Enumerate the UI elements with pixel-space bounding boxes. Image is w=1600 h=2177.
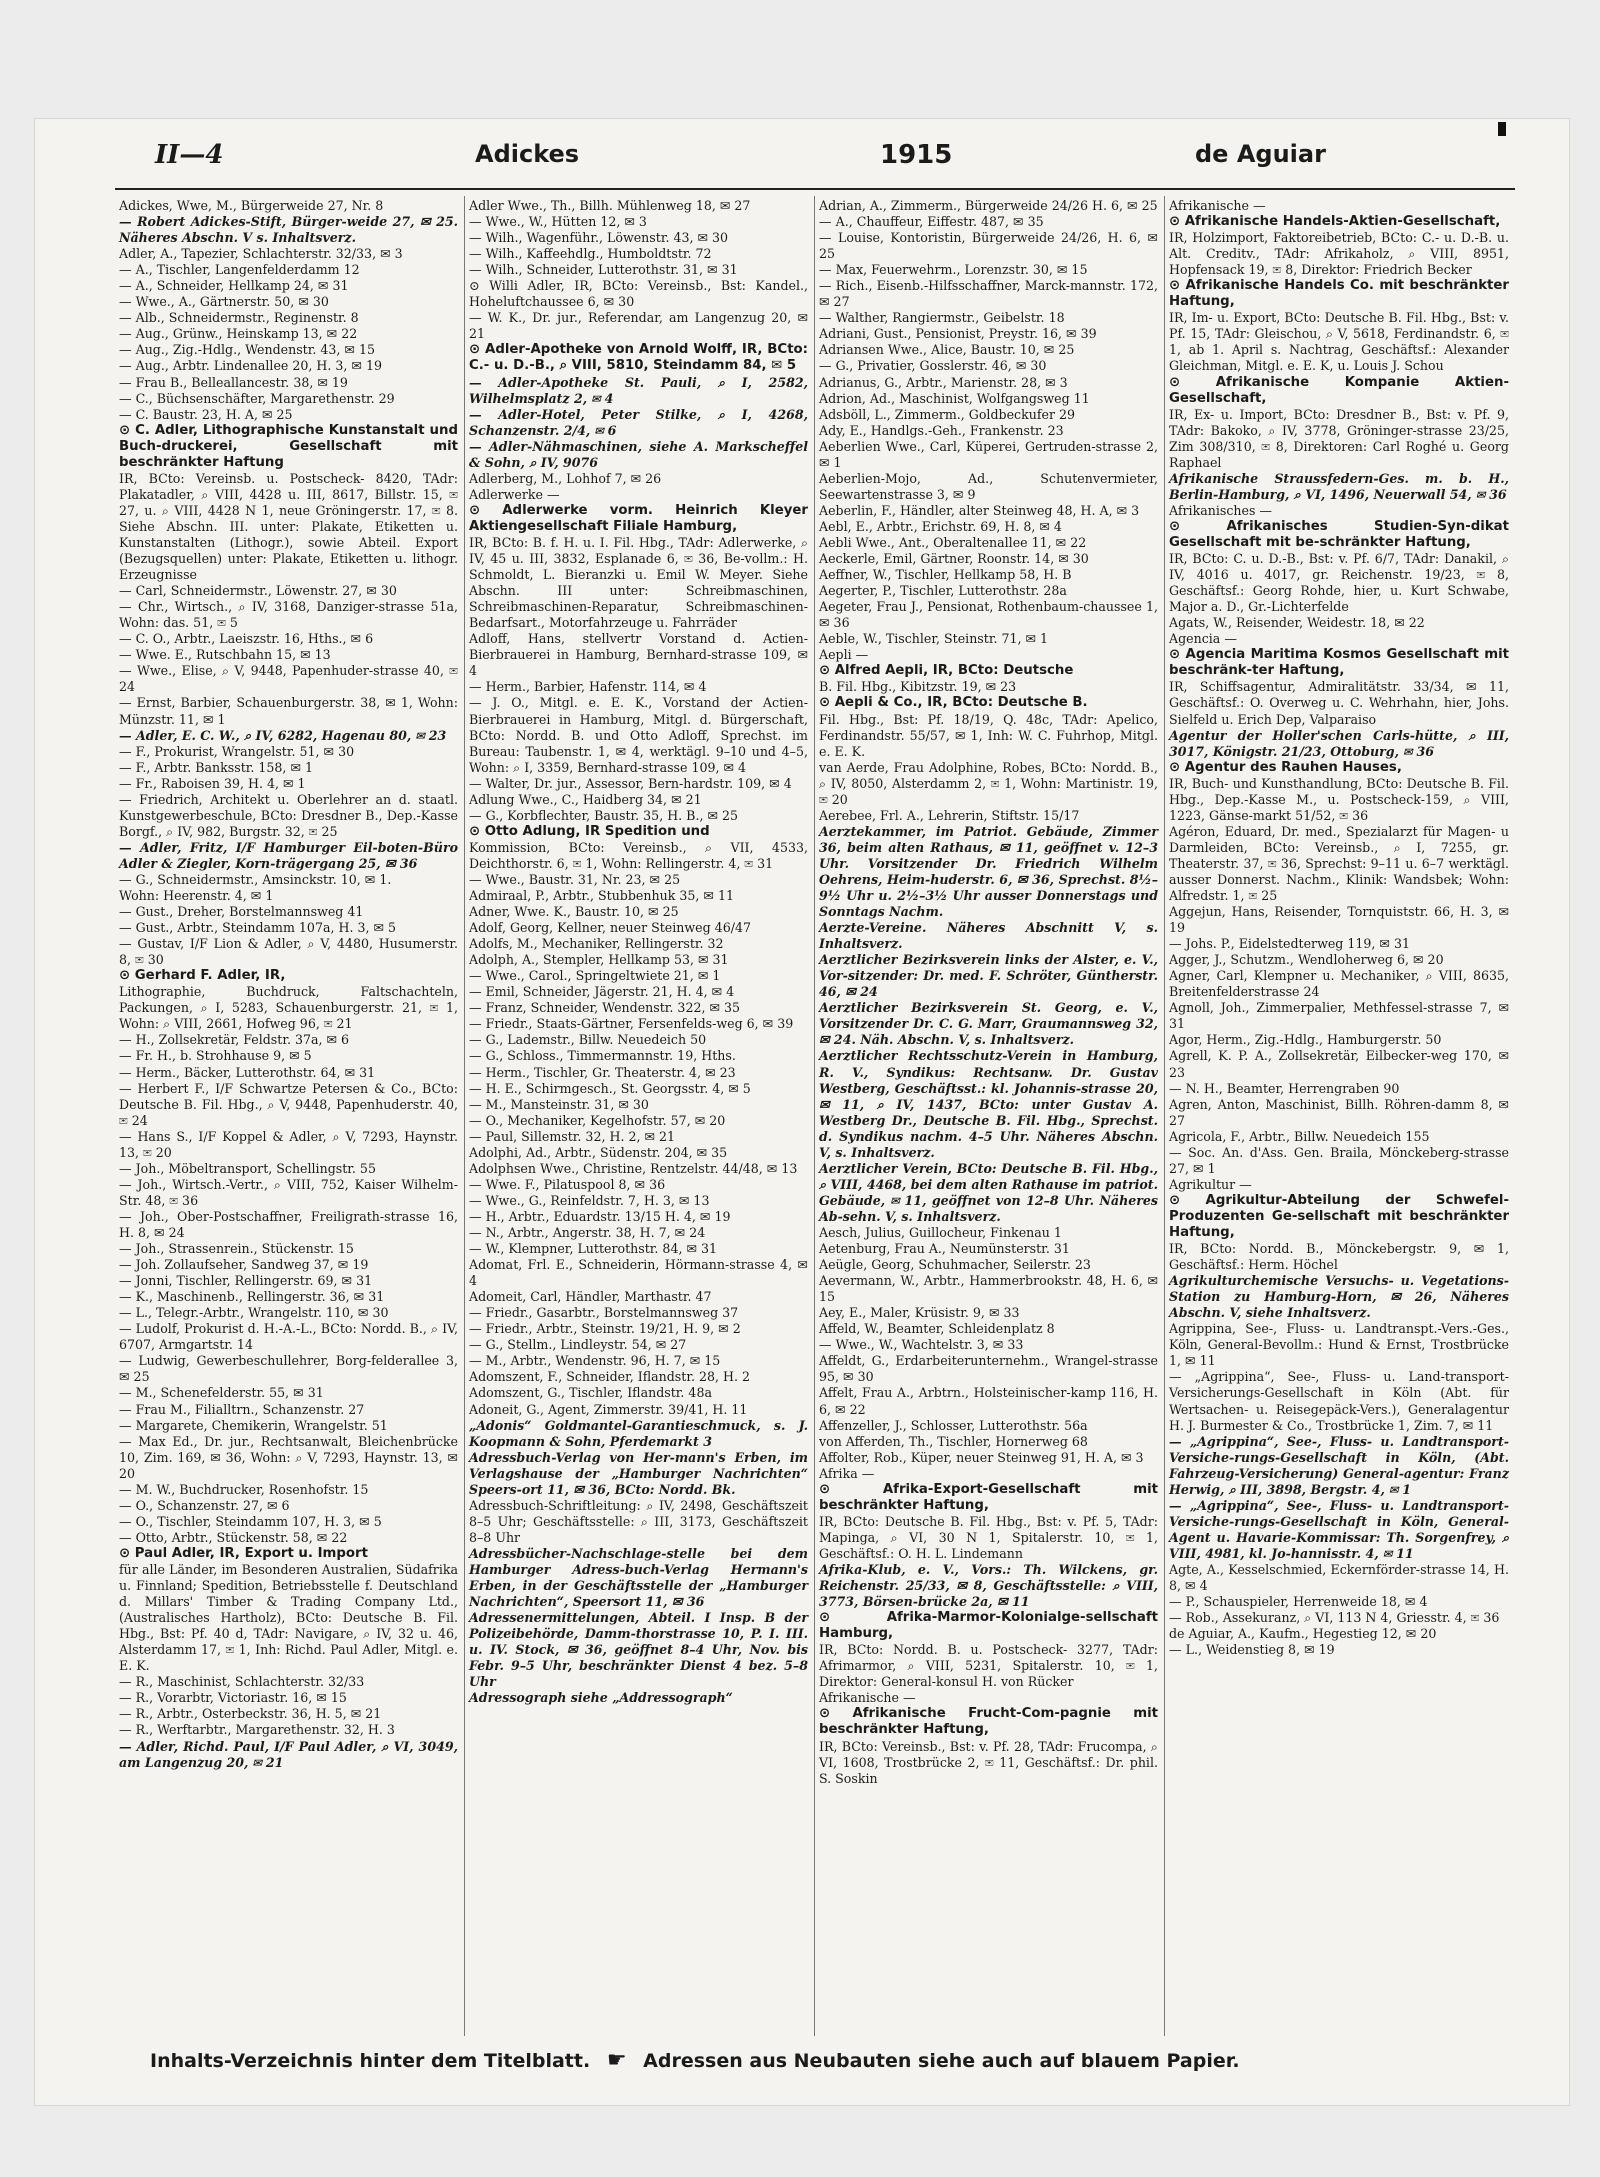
directory-entry: IR, BCto: Nordd. B. u. Postscheck- 3277, TAdr: Afrimarmor, ⌕ VIII, 5231, Spitalerstr. 10, ✉ 1, Direktor: General-konsul H. von Rücker (819, 1642, 1158, 1690)
directory-entry: — L., Telegr.-Arbtr., Wrangelstr. 110, ✉ 30 (119, 1305, 389, 1321)
year-heading: 1915 (880, 140, 953, 170)
directory-entry: — Wwe., A., Gärtnerstr. 50, ✉ 30 (119, 294, 329, 310)
directory-entry: ⊙ Afrika-Marmor-Kolonialge-sellschaft Hamburg, (819, 1610, 1158, 1642)
directory-entry: — Joh., Möbeltransport, Schellingstr. 55 (119, 1160, 376, 1176)
directory-entry: ⊙ Agencia Maritima Kosmos Gesellschaft mit beschränk-ter Haftung, (1169, 647, 1509, 679)
directory-entry: — Wwe., Baustr. 31, Nr. 23, ✉ 25 (469, 871, 681, 887)
directory-entry: — Adler-Hotel, Peter Stilke, ⌕ I, 4268, Schanzenstr. 2/4, ✉ 6 (469, 406, 808, 438)
directory-entry: — H. E., Schirmgesch., St. Georgsstr. 4, ✉ 5 (469, 1080, 751, 1096)
directory-entry: Aeberlin, F., Händler, alter Steinweg 48, H. A, ✉ 3 (819, 502, 1140, 518)
directory-entry: — Hans S., I/F Koppel & Adler, ⌕ V, 7293, Haynstr. 13, ✉ 20 (119, 1128, 458, 1160)
directory-entry: Aesch, Julius, Guillocheur, Finkenau 1 (819, 1225, 1062, 1240)
directory-entry: Adsböll, L., Zimmerm., Goldbeckufer 29 (819, 406, 1075, 422)
directory-entry: — H., Zollsekretär, Feldstr. 37a, ✉ 6 (119, 1032, 350, 1048)
directory-entry: Agte, A., Kesselschmied, Eckernförder-strasse 14, H. 8, ✉ 4 (1169, 1561, 1509, 1594)
directory-entry: — Friedr., Staats-Gärtner, Fersenfelds-weg 6, ✉ 39 (469, 1016, 794, 1032)
directory-entry: Adolphsen Wwe., Christine, Rentzelstr. 44/48, ✉ 13 (469, 1160, 798, 1176)
directory-entry: ⊙ Adler-Apotheke von Arnold Wolff, IR, BCto: C.- u. D.-B., ⌕ VIII, 5810, Steindamm 84, ✉ 5 (469, 342, 808, 374)
directory-entry: — Friedrich, Architekt u. Oberlehrer an d. staatl. Kunstgewerbeschule, BCto: Dresdner B., Dep.-Kasse Borgf., ⌕ IV, 982, Burgstr. 32, ✉ 25 (119, 791, 458, 839)
directory-entry: IR, BCto: Vereinsb. u. Postscheck- 8420, TAdr: Plakatadler, ⌕ VIII, 4428 u. III, 8617, Billstr. 15, ✉ 27, u. ⌕ VIII, 4428 N 1, neue Gröningerstr. 17, ✉ 8. Siehe Abschn. III. unter: Plakate, Etiketten u. Kunstanstalten (Lithogr.), sowie Abteil. Export (Bezugsquellen) unter: Plakate, Etiketten u. lithogr. Erzeugnisse (119, 470, 458, 583)
directory-entry: — Ludolf, Prokurist d. H.-A.-L., BCto: Nordd. B., ⌕ IV, 6707, Armgartstr. 14 (119, 1321, 458, 1353)
directory-entry: — Wilh., Wagenführ., Löwenstr. 43, ✉ 30 (469, 230, 729, 246)
directory-entry: Fil. Hbg., Bst: Pf. 18/19, Q. 48c, TAdr: Apelico, Ferdinandstr. 55/57, ✉ 1, Inh: W. C. Fuhrhop, Mitgl. e. E. K. (819, 711, 1158, 759)
right-running-head: de Aguiar (1195, 140, 1326, 168)
directory-entry: Affolter, Rob., Küper, neuer Steinweg 91, H. A, ✉ 3 (819, 1449, 1144, 1465)
directory-entry: Aegeter, Frau J., Pensionat, Rothenbaum-chaussee 1, ✉ 36 (819, 599, 1158, 631)
directory-entry: Adoneit, G., Agent, Zimmerstr. 39/41, H. 11 (469, 1401, 748, 1417)
directory-entry: ⊙ C. Adler, Lithographische Kunstanstalt und Buch-druckerei, Gesellschaft mit beschränkter Haftung (119, 422, 458, 470)
directory-entry: — Adler, Richd. Paul, I/F Paul Adler, ⌕ VI, 3049, am Langenzug 20, ✉ 21 (119, 1738, 458, 1770)
directory-entry: — Paul, Sillemstr. 32, H. 2, ✉ 21 (469, 1128, 676, 1144)
directory-entry: Lithographie, Buchdruck, Faltschachteln, Packungen, ⌕ I, 5283, Schauenburgerstr. 21, ✉ 1, Wohn: ⌕ VIII, 2661, Hofweg 96, ✉ 21 (119, 984, 458, 1032)
column-1 (115, 196, 465, 2036)
directory-entry: Affeldt, G., Erdarbeiterunternehm., Wrangel-strasse 95, ✉ 30 (819, 1353, 1158, 1385)
directory-entry: — Wilh., Schneider, Lutterothstr. 31, ✉ 31 (469, 262, 738, 278)
directory-entry: Admiraal, P., Arbtr., Stubbenhuk 35, ✉ 11 (469, 888, 734, 904)
directory-entry: Aeberlien-Mojo, Ad., Schutenvermieter, Seewartenstrasse 3, ✉ 9 (819, 470, 1158, 502)
directory-entry: — Wilh., Kaffeehdlg., Humboldtstr. 72 (469, 246, 712, 262)
directory-entry: Afrikanische — (819, 1690, 916, 1706)
directory-entry: Aegerter, P., Tischler, Lutterothstr. 28a (819, 583, 1067, 599)
directory-entry: Aerztlicher Rechtsschutz-Verein in Hamburg, R. V., Syndikus: Rechtsanw. Dr. Gustav Westberg, Geschäftsst.: kl. Johannis-strasse 20, ✉ 11, ⌕ IV, 1437, BCto: unter Gustav A. Westberg Dr., Deutsche B. Fil. Hbg., Sprechst. d. Syndikus nachm. 4–5 Uhr. Näheres Abschn. V, s. Inhaltsverz. (819, 1048, 1158, 1160)
directory-entry: — Emil, Schneider, Jägerstr. 21, H. 4, ✉ 4 (469, 984, 735, 1000)
directory-entry: Adrion, Ad., Maschinist, Wolfgangsweg 11 (819, 390, 1090, 406)
directory-entry: — Alb., Schneidermstr., Reginenstr. 8 (119, 310, 359, 326)
directory-entry: IR, BCto: Nordd. B., Mönckebergstr. 9, ✉ 1, Geschäftsf.: Herm. Höchel (1169, 1241, 1509, 1273)
directory-entry: Agnoll, Joh., Zimmerpalier, Methfessel-strasse 7, ✉ 31 (1169, 1000, 1509, 1032)
directory-entry: — H., Arbtr., Eduardstr. 13/15 H. 4, ✉ 19 (469, 1208, 731, 1224)
directory-entry: de Aguiar, A., Kaufm., Hegestieg 12, ✉ 20 (1169, 1626, 1437, 1642)
directory-entry: von Afferden, Th., Tischler, Hornerweg 68 (819, 1433, 1088, 1449)
directory-entry: — G., Schloss., Timmermannstr. 19, Hths. (469, 1048, 736, 1064)
directory-entry: — M. W., Buchdrucker, Rosenhofstr. 15 (119, 1481, 369, 1497)
directory-entry: Afrikanische Straussfedern-Ges. m. b. H., Berlin-Hamburg, ⌕ VI, 1496, Neuerwall 54, ✉ 36 (1169, 470, 1509, 502)
directory-entry: IR, Buch- und Kunsthandlung, BCto: Deutsche B. Fil. Hbg., Dep.-Kasse M., u. Postscheck-159, ⌕ VIII, 1223, Gänse-markt 51/52, ✉ 36 (1169, 775, 1509, 823)
directory-entry: Adlerwerke — (469, 486, 560, 502)
directory-entry: Aeügle, Georg, Schuhmacher, Seilerstr. 23 (819, 1257, 1091, 1273)
directory-entry: Adriani, Gust., Pensionist, Preystr. 16, ✉ 39 (819, 326, 1097, 342)
directory-entry: Adrianus, G., Arbtr., Marienstr. 28, ✉ 3 (819, 374, 1068, 390)
directory-entry: — Otto, Arbtr., Stückenstr. 58, ✉ 22 (119, 1529, 348, 1545)
directory-entry: IR, BCto: B. f. H. u. I. Fil. Hbg., TAdr: Adlerwerke, ⌕ IV, 45 u. III, 3832, Esplanade 6, ✉ 36, Be-vollm.: H. Schmoldt, L. Bieranzki u. Emil W. Meyer. Siehe Abschn. III unter: Schreibmaschinen, Schreibmaschinen-Reparatur, Schreibmaschinen-Bedarfsart., Motorfahrzeuge u. Fahrräder (469, 534, 808, 631)
directory-entry: — Gust., Dreher, Borstelmannsweg 41 (119, 904, 364, 920)
directory-entry: Aerztlicher Bezirksverein St. Georg, e. V., Vorsitzender Dr. C. G. Marr, Graumannsweg 32, ✉ 24. Näh. Abschn. V, s. Inhaltsverz. (819, 1000, 1158, 1048)
directory-entry: — G., Privatier, Gosslerstr. 46, ✉ 30 (819, 358, 1047, 374)
footer-right-note: Adressen aus Neubauten siehe auch auf blauem Papier. (643, 2050, 1240, 2072)
directory-entry: Agren, Anton, Maschinist, Billh. Röhren-damm 8, ✉ 27 (1169, 1096, 1509, 1128)
scan-corner-mark (1498, 122, 1506, 136)
directory-entry: — Chr., Wirtsch., ⌕ IV, 3168, Danziger-strasse 51a, Wohn: das. 51, ✉ 5 (119, 599, 458, 631)
directory-entry: Afrikanisches — (1169, 502, 1273, 518)
directory-entry: — Adler-Nähmaschinen, siehe A. Markscheffel & Sohn, ⌕ IV, 9076 (469, 438, 808, 470)
directory-entry: — G., Korbflechter, Baustr. 35, H. B., ✉ 25 (469, 807, 739, 823)
directory-entry: — C. Baustr. 23, H. A, ✉ 25 (119, 406, 293, 422)
directory-entry: — Herm., Bäcker, Lutterothstr. 64, ✉ 31 (119, 1064, 376, 1080)
directory-entry: — Gust., Arbtr., Steindamm 107a, H. 3, ✉ 5 (119, 920, 397, 936)
directory-entry: — C. O., Arbtr., Laeiszstr. 16, Hths., ✉ 6 (119, 631, 374, 647)
directory-entry: — Herbert F., I/F Schwartze Petersen & Co., BCto: Deutsche B. Fil. Hbg., ⌕ V, 9448, Papenhuderstr. 40, ✉ 24 (119, 1080, 458, 1128)
directory-entry: ⊙ Otto Adlung, IR Spedition und (469, 823, 710, 839)
directory-entry: Aerebee, Frl. A., Lehrerin, Stiftstr. 15/17 (819, 807, 1080, 823)
directory-entry: ⊙ Adlerwerke vorm. Heinrich Kleyer Aktiengesellschaft Filiale Hamburg, (469, 502, 808, 534)
directory-entry: — O., Schanzenstr. 27, ✉ 6 (119, 1497, 290, 1513)
directory-entry: — Aug., Grünw., Heinskamp 13, ✉ 22 (119, 326, 358, 342)
column-4 (1165, 196, 1515, 2036)
directory-entry: Aggejun, Hans, Reisender, Tornquiststr. 66, H. 3, ✉ 19 (1169, 904, 1509, 936)
directory-entry: — G., Stellm., Lindleystr. 54, ✉ 27 (469, 1337, 687, 1353)
directory-entry: ⊙ Afrikanisches Studien-Syn-dikat Gesellschaft mit be-schränkter Haftung, (1169, 518, 1509, 550)
directory-entry: Adressenermittelungen, Abteil. I Insp. B der Polizeibehörde, Damm-thorstrasse 10, P. I. III. u. IV. Stock, ✉ 36, geöffnet 8–4 Uhr, Nov. bis Febr. 9–5 Uhr, beschränkter Dienst 4 bez. 5–8 Uhr (469, 1610, 808, 1690)
directory-entry: Afrikanische — (1169, 198, 1266, 213)
directory-entry: — F., Prokurist, Wrangelstr. 51, ✉ 30 (119, 743, 355, 759)
directory-entry: ⊙ Afrikanische Frucht-Com-pagnie mit beschränkter Haftung, (819, 1706, 1158, 1738)
directory-entry: ⊙ Agentur des Rauhen Hauses, (1169, 759, 1402, 775)
directory-entry: — Wwe., Carol., Springeltwiete 21, ✉ 1 (469, 968, 721, 984)
directory-entry: ⊙ Willi Adler, IR, BCto: Vereinsb., Bst: Kandel., Hoheluftchaussee 6, ✉ 30 (469, 278, 808, 310)
header-rule (115, 188, 1515, 190)
directory-entry: Agner, Carl, Klempner u. Mechaniker, ⌕ VIII, 8635, Breitenfelderstrasse 24 (1169, 968, 1509, 1000)
directory-entry: Adomat, Frl. E., Schneiderin, Hörmann-strasse 4, ✉ 4 (469, 1257, 808, 1289)
directory-entry: — O., Tischler, Steindamm 107, H. 3, ✉ 5 (119, 1513, 382, 1529)
directory-entry: — Joh., Wirtsch.-Vertr., ⌕ VIII, 752, Kaiser Wilhelm-Str. 48, ✉ 36 (119, 1176, 458, 1208)
directory-entry: — G., Schneidermstr., Amsinckstr. 10, ✉ 1. (119, 871, 392, 887)
column-2 (465, 196, 815, 2036)
directory-entry: — Herm., Barbier, Hafenstr. 114, ✉ 4 (469, 679, 707, 695)
directory-entry: — W. K., Dr. jur., Referendar, am Langenzug 20, ✉ 21 (469, 310, 808, 342)
directory-entry: ⊙ Paul Adler, IR, Export u. Import (119, 1545, 368, 1561)
directory-entry: — M., Schenefelderstr. 55, ✉ 31 (119, 1385, 324, 1401)
directory-entry: — Robert Adickes-Stift, Bürger-weide 27, ✉ 25. Näheres Abschn. V s. Inhaltsverz. (119, 214, 458, 246)
directory-entry: Agrikulturchemische Versuchs- u. Vegetations-Station zu Hamburg-Horn, ✉ 26, Näheres Abschn. V, siehe Inhaltsverz. (1169, 1273, 1509, 1321)
directory-entry: Affelt, Frau A., Arbtrn., Holsteinischer-kamp 116, H. 6, ✉ 22 (819, 1385, 1158, 1417)
page-number: II—4 (155, 140, 224, 170)
directory-entry: Adrian, A., Zimmerm., Bürgerweide 24/26 H. 6, ✉ 25 (819, 198, 1158, 213)
directory-entry: — A., Tischler, Langenfelderdamm 12 (119, 262, 360, 278)
directory-entry: — Max, Feuerwehrm., Lorenzstr. 30, ✉ 15 (819, 262, 1088, 278)
directory-entry: Adler, A., Tapezier, Schlachterstr. 32/33, ✉ 3 (119, 246, 403, 262)
directory-entry: — „Agrippina“, See-, Fluss- u. Land-transport-Versicherungs-Gesellschaft in Köln (Abt. für Wertsachen- u. Reisegepäck-Vers.), Generalagentur H. J. Burmester & Co., Trostbrücke 1, Zim. 7, ✉ 11 (1169, 1369, 1509, 1433)
directory-entry: Aerztekammer, im Patriot. Gebäude, Zimmer 36, beim alten Rathaus, ✉ 11, geöffnet v. 12–3 Uhr. Vorsitzender Dr. Friedrich Wilhelm Oehrens, Heim-huderstr. 6, ✉ 36, Sprechst. 8½–9½ Uhr u. 2½–3½ Uhr ausser Donnerstags und Sonntags Nachm. (819, 823, 1158, 920)
column-3 (815, 196, 1165, 2036)
directory-entry: Aey, E., Maler, Krüsistr. 9, ✉ 33 (819, 1305, 1020, 1321)
directory-entry: — Herm., Tischler, Gr. Theaterstr. 4, ✉ 23 (469, 1064, 736, 1080)
directory-entry: — Franz, Schneider, Wendenstr. 322, ✉ 35 (469, 1000, 741, 1016)
directory-entry: Agentur der Holler'schen Carls-hütte, ⌕ III, 3017, Königstr. 21/23, Ottoburg, ✉ 36 (1169, 727, 1509, 759)
directory-entry: — Margarete, Chemikerin, Wrangelstr. 51 (119, 1417, 388, 1433)
directory-entry: — A., Chauffeur, Eiffestr. 487, ✉ 35 (819, 214, 1044, 230)
directory-entry: Adler Wwe., Th., Billh. Mühlenweg 18, ✉ 27 (469, 198, 751, 213)
directory-entry: — K., Maschinenb., Rellingerstr. 36, ✉ 31 (119, 1289, 385, 1305)
directory-entry: — J. O., Mitgl. e. E. K., Vorstand der Actien-Bierbrauerei in Hamburg, Mitgl. d. Bürgerschaft, BCto: Nordd. B. und Otto Adloff, Sprechst. im Bureau: Taubenstr. 1, ✉ 4, werktägl. 9–10 und 4–5, Wohn: ⌕ I, 3359, Bernhard-strasse 109, ✉ 4 (469, 695, 808, 775)
directory-entry: — Fr., Raboisen 39, H. 4, ✉ 1 (119, 775, 306, 791)
directory-entry: — R., Maschinist, Schlachterstr. 32/33 (119, 1674, 365, 1690)
directory-entry: Adolf, Georg, Kellner, neuer Steinweg 46/47 (469, 920, 751, 936)
directory-entry: Aebl, E., Arbtr., Erichstr. 69, H. 8, ✉ 4 (819, 518, 1062, 534)
directory-entry: Aerzte-Vereine. Näheres Abschnitt V, s. Inhaltsverz. (819, 920, 1158, 952)
directory-entry: ⊙ Afrikanische Handels-Aktien-Gesellschaft, (1169, 214, 1501, 230)
directory-entry: IR, Ex- u. Import, BCto: Dresdner B., Bst: v. Pf. 9, TAdr: Bakoko, ⌕ IV, 3778, Gröninger-strasse 23/25, Zim 308/310, ✉ 8, Direktoren: Carl Roghé u. Georg Raphael (1169, 406, 1509, 470)
directory-entry: Adriansen Wwe., Alice, Baustr. 10, ✉ 25 (819, 342, 1075, 358)
directory-entry: — Soc. An. d'Ass. Gen. Braila, Mönckeberg-strasse 27, ✉ 1 (1169, 1144, 1509, 1176)
directory-entry: ⊙ Agrikultur-Abteilung der Schwefel-Produzenten Ge-sellschaft mit beschränkter Haftung, (1169, 1192, 1509, 1240)
directory-entry: — Rob., Assekuranz, ⌕ VI, 113 N 4, Griesstr. 4, ✉ 36 (1169, 1610, 1500, 1626)
directory-entry: — R., Vorarbtr, Victoriastr. 16, ✉ 15 (119, 1690, 347, 1706)
directory-entry: ⊙ Afrikanische Handels Co. mit beschränkter Haftung, (1169, 278, 1509, 310)
directory-entry: IR, BCto: Deutsche B. Fil. Hbg., Bst: v. Pf. 5, TAdr: Mapinga, ⌕ VI, 30 N 1, Spitalerstr. 10, ✉ 1, Geschäftsf.: O. H. L. Lindemann (819, 1513, 1158, 1561)
directory-entry: — Wwe. E., Rutschbahn 15, ✉ 13 (119, 647, 331, 663)
directory-entry: Kommission, BCto: Vereinsb., ⌕ VII, 4533, Deichthorstr. 6, ✉ 1, Wohn: Rellingerstr. 4, ✉ 31 (469, 839, 808, 871)
directory-entry: Aerztlicher Verein, BCto: Deutsche B. Fil. Hbg., ⌕ VIII, 4468, bei dem alten Rathause im patriot. Gebäude, ✉ 11, geöffnet von 12–8 Uhr. Näheres Ab-sehn. V, s. Inhaltsverz. (819, 1160, 1158, 1224)
left-running-head: Adickes (475, 140, 580, 168)
directory-entry: Aeckerle, Emil, Gärtner, Roonstr. 14, ✉ 30 (819, 551, 1089, 567)
directory-entry: Adressbücher-Nachschlage-stelle bei dem Hamburger Adress-buch-Verlag Hermann's Erben, in der Geschäftsstelle der „Hamburger Nachrichten“, Speersort 11, ✉ 36 (469, 1545, 808, 1610)
directory-entry: ⊙ Afrikanische Kompanie Aktien-Gesellschaft, (1169, 374, 1509, 406)
directory-entry: — „Agrippina“, See-, Fluss- u. Landtransport-Versiche-rungs-Gesellschaft in Köln, General-Agent u. Havarie-Kommissar: Th. Sorgenfrey, ⌕ VIII, 4981, kl. Jo-hannisstr. 4, ✉ 11 (1169, 1497, 1509, 1561)
directory-entry: — N. H., Beamter, Herrengraben 90 (1169, 1080, 1400, 1096)
directory-entry: Adlerberg, M., Lohhof 7, ✉ 26 (469, 470, 662, 486)
directory-entry: — P., Schauspieler, Herrenweide 18, ✉ 4 (1169, 1594, 1428, 1610)
page-footer (150, 2048, 1550, 2078)
directory-entry: IR, BCto: C. u. D.-B., Bst: v. Pf. 6/7, TAdr: Danakil, ⌕ IV, 4016 u. 4017, gr. Reichenstr. 19/23, ✉ 8, Geschäftsf.: Georg Rohde, hier, u. Kurt Schwabe, Major a. D., Gr.-Lichterfelde (1169, 551, 1509, 615)
directory-entry: Aeberlien Wwe., Carl, Küperei, Gertruden-strasse 2, ✉ 1 (819, 438, 1158, 470)
directory-entry: ⊙ Gerhard F. Adler, IR, (119, 968, 286, 984)
directory-entry: — Wwe., W., Wachtelstr. 3, ✉ 33 (819, 1337, 1024, 1353)
directory-entry: — Ernst, Barbier, Schauenburgerstr. 38, ✉ 1, Wohn: Münzstr. 11, ✉ 1 (119, 695, 458, 727)
directory-entry: IR, Schiffsagentur, Admiralitätstr. 33/34, ✉ 11, Geschäftsf.: O. Overweg u. C. Wehrhahn, hier, Johs. Sielfeld u. Erich Dep, Valparaiso (1169, 679, 1509, 727)
directory-entry: — Joh., Strassenrein., Stückenstr. 15 (119, 1241, 354, 1257)
directory-entry: Adressograph siehe „Addressograph“ (469, 1690, 733, 1706)
directory-entry: — Jonni, Tischler, Rellingerstr. 69, ✉ 31 (119, 1273, 373, 1289)
directory-entry: — N., Arbtr., Angerstr. 38, H. 7, ✉ 24 (469, 1225, 706, 1240)
directory-entry: Wohn: Heerenstr. 4, ✉ 1 (119, 888, 274, 904)
directory-entry: Adolfs, M., Mechaniker, Rellingerstr. 32 (469, 936, 724, 952)
directory-entry: — „Agrippina“, See-, Fluss- u. Landtransport-Versiche-rungs-Gesellschaft in Köln, (Abt. Fahrzeug-Versicherung) General-agentur: Franz Herwig, ⌕ III, 3898, Bergstr. 4, ✉ 1 (1169, 1433, 1509, 1497)
directory-entry: IR, Holzimport, Faktoreibetrieb, BCto: C.- u. D.-B. u. Alt. Creditv., TAdr: Afrikaholz, ⌕ VIII, 8951, Hopfensack 19, ✉ 8, Direktor: Friedrich Becker (1169, 230, 1509, 278)
directory-entry: — Frau M., Filialltrn., Schanzenstr. 27 (119, 1401, 365, 1417)
directory-entry: Adomszent, F., Schneider, Iflandstr. 28, H. 2 (469, 1369, 750, 1385)
directory-entry: Affeld, W., Beamter, Schleidenplatz 8 (819, 1321, 1055, 1337)
directory-entry: — Walther, Rangiermstr., Geibelstr. 18 (819, 310, 1065, 326)
directory-entry: — Friedr., Gasarbtr., Borstelmannsweg 37 (469, 1305, 739, 1321)
directory-entry: Aebli Wwe., Ant., Oberaltenallee 11, ✉ 22 (819, 534, 1087, 550)
directory-entry: — C., Büchsenschäfter, Margarethenstr. 29 (119, 390, 395, 406)
directory-entry: Aeble, W., Tischler, Steinstr. 71, ✉ 1 (819, 631, 1049, 647)
directory-entry: Agor, Herm., Zig.-Hdlg., Hamburgerstr. 50 (1169, 1032, 1442, 1048)
directory-entry: IR, BCto: Vereinsb., Bst: v. Pf. 28, TAdr: Frucompa, ⌕ VI, 1608, Trostbrücke 2, ✉ 11, Geschäftsf.: Dr. phil. S. Soskin (819, 1738, 1158, 1786)
directory-entry: — F., Arbtr. Banksstr. 158, ✉ 1 (119, 759, 314, 775)
directory-entry: — Aug., Zig.-Hdlg., Wendenstr. 43, ✉ 15 (119, 342, 375, 358)
directory-entry: — Ludwig, Gewerbeschullehrer, Borg-felderallee 3, ✉ 25 (119, 1353, 458, 1385)
directory-entry: Adolphi, Ad., Arbtr., Südenstr. 204, ✉ 35 (469, 1144, 728, 1160)
directory-entry: — Joh. Zollaufseher, Sandweg 37, ✉ 19 (119, 1257, 369, 1273)
directory-entry: — R., Arbtr., Osterbeckstr. 36, H. 5, ✉ 21 (119, 1706, 382, 1722)
directory-entry: Agger, J., Schutzm., Wendloherweg 6, ✉ 20 (1169, 952, 1444, 968)
directory-entry: „Adonis“ Goldmantel-Garantieschmuck, s. J. Koopmann & Sohn, Pferdemarkt 3 (469, 1417, 808, 1449)
directory-entry: ⊙ Alfred Aepli, IR, BCto: Deutsche (819, 663, 1074, 679)
directory-entry: — Wwe., W., Hütten 12, ✉ 3 (469, 214, 647, 230)
directory-entry: Adickes, Wwe, M., Bürgerweide 27, Nr. 8 (119, 198, 384, 213)
directory-entry: — L., Weidenstieg 8, ✉ 19 (1169, 1642, 1335, 1658)
directory-entry: — Max Ed., Dr. jur., Rechtsanwalt, Bleichenbrücke 10, Zim. 169, ✉ 36, Wohn: ⌕ V, 7293, Haynstr. 13, ✉ 20 (119, 1433, 458, 1481)
directory-entry: Adressbuch-Schriftleitung: ⌕ IV, 2498, Geschäftszeit 8–5 Uhr; Geschäftsstelle: ⌕ III, 3173, Geschäftszeit 8–8 Uhr (469, 1497, 808, 1545)
directory-entry: — Adler, Fritz, I/F Hamburger Eil-boten-Büro Adler & Ziegler, Korn-trägergang 25, ✉ 36 (119, 839, 458, 871)
directory-entry: Afrika — (819, 1465, 875, 1481)
directory-entry: Adolph, A., Stempler, Hellkamp 53, ✉ 31 (469, 952, 729, 968)
directory-entry: — Adler, E. C. W., ⌕ IV, 6282, Hagenau 80, ✉ 23 (119, 727, 447, 743)
directory-entry: — Wwe., Elise, ⌕ V, 9448, Papenhuder-strasse 40, ✉ 24 (119, 663, 458, 695)
directory-entry: — G., Lademstr., Billw. Neuedeich 50 (469, 1032, 707, 1048)
directory-entry: B. Fil. Hbg., Kibitzstr. 19, ✉ 23 (819, 679, 1017, 695)
directory-entry: Adomszent, G., Tischler, Iflandstr. 48a (469, 1385, 712, 1401)
directory-entry: — M., Arbtr., Wendenstr. 96, H. 7, ✉ 15 (469, 1353, 721, 1369)
pointing-hand-icon: ☛ (606, 2048, 627, 2073)
directory-entry: IR, Im- u. Export, BCto: Deutsche B. Fil. Hbg., Bst: v. Pf. 15, TAdr: Gleischou, ⌕ V, 5618, Ferdinandstr. 6, ✉ 1, ab 1. April s. Nachtrag, Geschäftsf.: Alexander Gleichman, Mitgl. e. E. K, u. Louis J. Schou (1169, 310, 1509, 374)
directory-entry: — Adler-Apotheke St. Pauli, ⌕ I, 2582, Wilhelmsplatz 2, ✉ 4 (469, 374, 808, 406)
directory-entry: — Joh., Ober-Postschaffner, Freiligrath-strasse 16, H. 8, ✉ 24 (119, 1208, 458, 1240)
directory-entry: Aetenburg, Frau A., Neumünsterstr. 31 (819, 1241, 1070, 1257)
directory-entry: Aevermann, W., Arbtr., Hammerbrookstr. 48, H. 6, ✉ 15 (819, 1273, 1158, 1305)
directory-entry: Agrell, K. P. A., Zollsekretär, Eilbecker-weg 170, ✉ 23 (1169, 1048, 1509, 1080)
directory-entry: — M., Mansteinstr. 31, ✉ 30 (469, 1096, 649, 1112)
directory-entry: Adlung Wwe., C., Haidberg 34, ✉ 21 (469, 791, 702, 807)
directory-entry: Adressbuch-Verlag von Her-mann's Erben, im Verlagshause der „Hamburger Nachrichten“ Speers-ort 11, ✉ 36, BCto: Nordd. Bk. (469, 1449, 808, 1497)
directory-entry: — W., Klempner, Lutterothstr. 84, ✉ 31 (469, 1241, 718, 1257)
directory-entry: Ady, E., Handlgs.-Geh., Frankenstr. 23 (819, 422, 1064, 438)
directory-columns (115, 196, 1515, 2036)
directory-entry: — R., Werftarbtr., Margarethenstr. 32, H. 3 (119, 1722, 395, 1738)
directory-entry: Agrikultur — (1169, 1176, 1252, 1192)
directory-entry: Adloff, Hans, stellvertr Vorstand d. Actien-Bierbrauerei in Hamburg, Bernhard-strasse 109, ✉ 4 (469, 631, 808, 679)
directory-entry: Afrika-Klub, e. V., Vors.: Th. Wilckens, gr. Reichenstr. 25/33, ✉ 8, Geschäftsstelle: ⌕ VIII, 3773, Börsen-brücke 2a, ✉ 11 (819, 1561, 1158, 1610)
directory-entry: ⊙ Afrika-Export-Gesellschaft mit beschränkter Haftung, (819, 1481, 1158, 1513)
directory-entry: — Frau B., Belleallancestr. 38, ✉ 19 (119, 374, 348, 390)
directory-entry: — O., Mechaniker, Kegelhofstr. 57, ✉ 20 (469, 1112, 726, 1128)
directory-entry: Aerztlicher Bezirksverein links der Alster, e. V., Vor-sitzender: Dr. med. F. Schröter, Güntherstr. 46, ✉ 24 (819, 952, 1158, 1000)
directory-entry: — Aug., Arbtr. Lindenallee 20, H. 3, ✉ 19 (119, 358, 382, 374)
directory-entry: Agéron, Eduard, Dr. med., Spezialarzt für Magen- u Darmleiden, BCto: Vereinsb., ⌕ I, 7255, gr. Theaterstr. 37, ✉ 36, Sprechst: 9–11 u. 6–7 werktägl. ausser Donnerst. Nachm., Klinik: Wandsbek; Wohn: Alfredstr. 1, ✉ 25 (1169, 823, 1509, 904)
directory-entry: Agrippina, See-, Fluss- u. Landtranspt.-Vers.-Ges., Köln, General-Bevollm.: Hund & Ernst, Trostbrücke 1, ✉ 11 (1169, 1321, 1509, 1369)
directory-entry: van Aerde, Frau Adolphine, Robes, BCto: Nordd. B., ⌕ IV, 8050, Alsterdamm 2, ✉ 1, Wohn: Martinistr. 19, ✉ 20 (819, 759, 1158, 807)
directory-entry: — Fr. H., b. Strohhause 9, ✉ 5 (119, 1048, 312, 1064)
directory-entry: — Gustav, I/F Lion & Adler, ⌕ V, 4480, Husumerstr. 8, ✉ 30 (119, 936, 458, 968)
footer-left-note: Inhalts-Verzeichnis hinter dem Titelblatt. (150, 2050, 591, 2072)
directory-entry: Adner, Wwe. K., Baustr. 10, ✉ 25 (469, 904, 679, 920)
directory-entry: — Louise, Kontoristin, Bürgerweide 24/26, H. 6, ✉ 25 (819, 230, 1158, 262)
directory-entry: Agencia — (1169, 631, 1237, 647)
page-header (115, 140, 1515, 184)
directory-entry: ⊙ Aepli & Co., IR, BCto: Deutsche B. (819, 695, 1088, 711)
directory-entry: — Johs. P., Eidelstedterweg 119, ✉ 31 (1169, 936, 1410, 952)
directory-entry: Aepli — (819, 647, 869, 663)
directory-entry: Aeffner, W., Tischler, Hellkamp 58, H. B (819, 567, 1072, 583)
directory-entry: — Wwe., G., Reinfeldstr. 7, H. 3, ✉ 13 (469, 1192, 710, 1208)
directory-entry: — Walter, Dr. jur., Assessor, Bern-hardstr. 109, ✉ 4 (469, 775, 792, 791)
directory-entry: — A., Schneider, Hellkamp 24, ✉ 31 (119, 278, 349, 294)
directory-entry: — Rich., Eisenb.-Hilfsschaffner, Marck-mannstr. 172, ✉ 27 (819, 278, 1158, 310)
directory-entry: — Wwe. F., Pilatuspool 8, ✉ 36 (469, 1176, 666, 1192)
directory-entry: Affenzeller, J., Schlosser, Lutterothstr. 56a (819, 1417, 1088, 1433)
directory-entry: — Carl, Schneidermstr., Löwenstr. 27, ✉ 30 (119, 583, 397, 599)
directory-entry: Agats, W., Reisender, Weidestr. 18, ✉ 22 (1169, 615, 1425, 631)
directory-entry: — Friedr., Arbtr., Steinstr. 19/21, H. 9, ✉ 2 (469, 1321, 741, 1337)
directory-entry: Agricola, F., Arbtr., Billw. Neuedeich 155 (1169, 1128, 1430, 1144)
directory-entry: für alle Länder, im Besonderen Australien, Südafrika u. Finnland; Spedition, Betriebsstelle f. Deutschland d. Millars' Timber & Trading Company Ltd., (Australisches Hartholz), BCto: Deutsche B. Fil. Hbg., Bst: Pf. 40 d, TAdr: Navigare, ⌕ IV, 32 u. 46, Alsterdamm 17, ✉ 1, Inh: Richd. Paul Adler, Mitgl. e. E. K. (119, 1561, 458, 1674)
directory-entry: Adomeit, Carl, Händler, Marthastr. 47 (469, 1289, 712, 1305)
